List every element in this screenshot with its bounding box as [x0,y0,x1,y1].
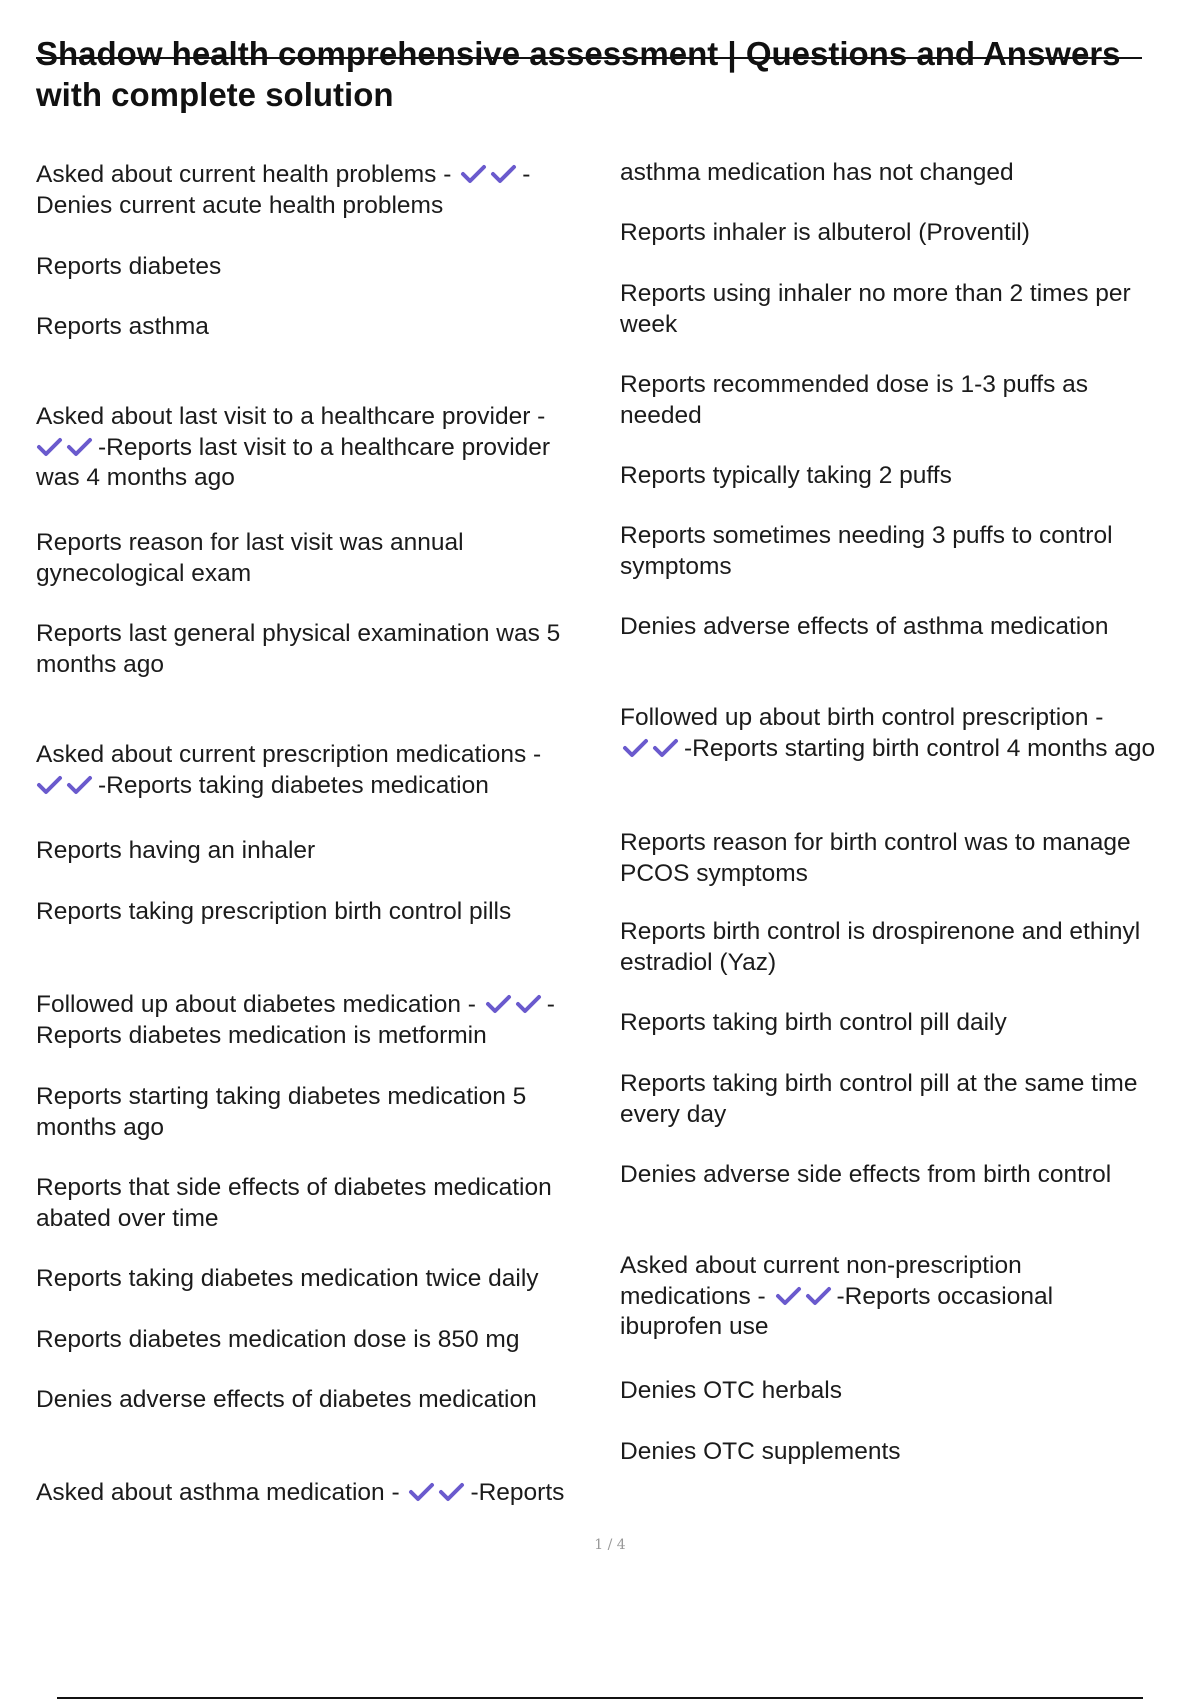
qa-item-last-visit: Asked about last visit to a healthcare provider - -Reports last visit to a healthcare provider was 4 months ago [36,403,551,491]
qa-item: Reports last general physical examination was 5 months ago [36,620,561,678]
qa-item-asthma-medication: Asked about asthma medication - -Reports [36,1479,565,1506]
page-number: 1 / 4 [594,1537,626,1553]
qa-item: Reports asthma [36,313,209,340]
qa-item-current-health-problems: Asked about current health problems - - Denies current acute health problems [36,161,531,219]
qa-item: Reports diabetes [36,253,222,280]
bottom-rule [57,1697,1143,1699]
double-check-icon [485,992,545,1016]
qa-item: Reports birth control is drospirenone and ethinyl estradiol (Yaz) [620,918,1141,976]
qa-item: Reports typically taking 2 puffs [620,462,952,489]
qa-item-birth-control: Followed up about birth control prescription - -Reports starting birth control 4 months ago [620,704,1156,762]
document-title: Shadow health comprehensive assessment | Questions and Answers with complete solution [36,35,1121,113]
double-check-icon [408,1480,468,1504]
qa-item: Denies adverse effects of diabetes medication [36,1386,537,1413]
qa-item: Reports taking birth control pill daily [620,1009,1007,1036]
qa-item: Reports reason for birth control was to manage PCOS symptoms [620,829,1131,887]
qa-item-non-prescription: Asked about current non-prescription medications - -Reports occasional ibuprofen use [620,1252,1054,1340]
qa-item: Reports taking prescription birth control pills [36,898,512,925]
qa-item: Reports starting taking diabetes medication 5 months ago [36,1083,527,1141]
double-check-icon [775,1284,835,1308]
qa-item: Reports taking birth control pill at the same time every day [620,1070,1138,1128]
qa-item: Denies adverse side effects from birth control [620,1161,1112,1188]
qa-item-prescription-medications: Asked about current prescription medications - -Reports taking diabetes medication [36,741,542,799]
double-check-icon [460,162,520,186]
double-check-icon [36,435,96,459]
double-check-icon [36,773,96,797]
qa-item-diabetes-medication: Followed up about diabetes medication - - Reports diabetes medication is metformin [36,991,555,1049]
qa-item: asthma medication has not changed [620,159,1014,186]
qa-item: Reports sometimes needing 3 puffs to control symptoms [620,522,1113,580]
qa-item: Reports inhaler is albuterol (Proventil) [620,219,1030,246]
double-check-icon [622,736,682,760]
qa-item: Reports recommended dose is 1-3 puffs as needed [620,371,1089,429]
qa-item: Reports having an inhaler [36,837,316,864]
qa-item: Denies OTC supplements [620,1438,901,1465]
qa-item: Denies OTC herbals [620,1377,842,1404]
qa-item: Reports diabetes medication dose is 850 mg [36,1326,520,1353]
qa-item: Reports taking diabetes medication twice daily [36,1265,539,1292]
qa-item: Reports that side effects of diabetes medication abated over time [36,1174,552,1232]
qa-item: Reports reason for last visit was annual gynecological exam [36,529,464,587]
qa-item: Denies adverse effects of asthma medication [620,613,1109,640]
qa-item: Reports using inhaler no more than 2 times per week [620,280,1131,338]
